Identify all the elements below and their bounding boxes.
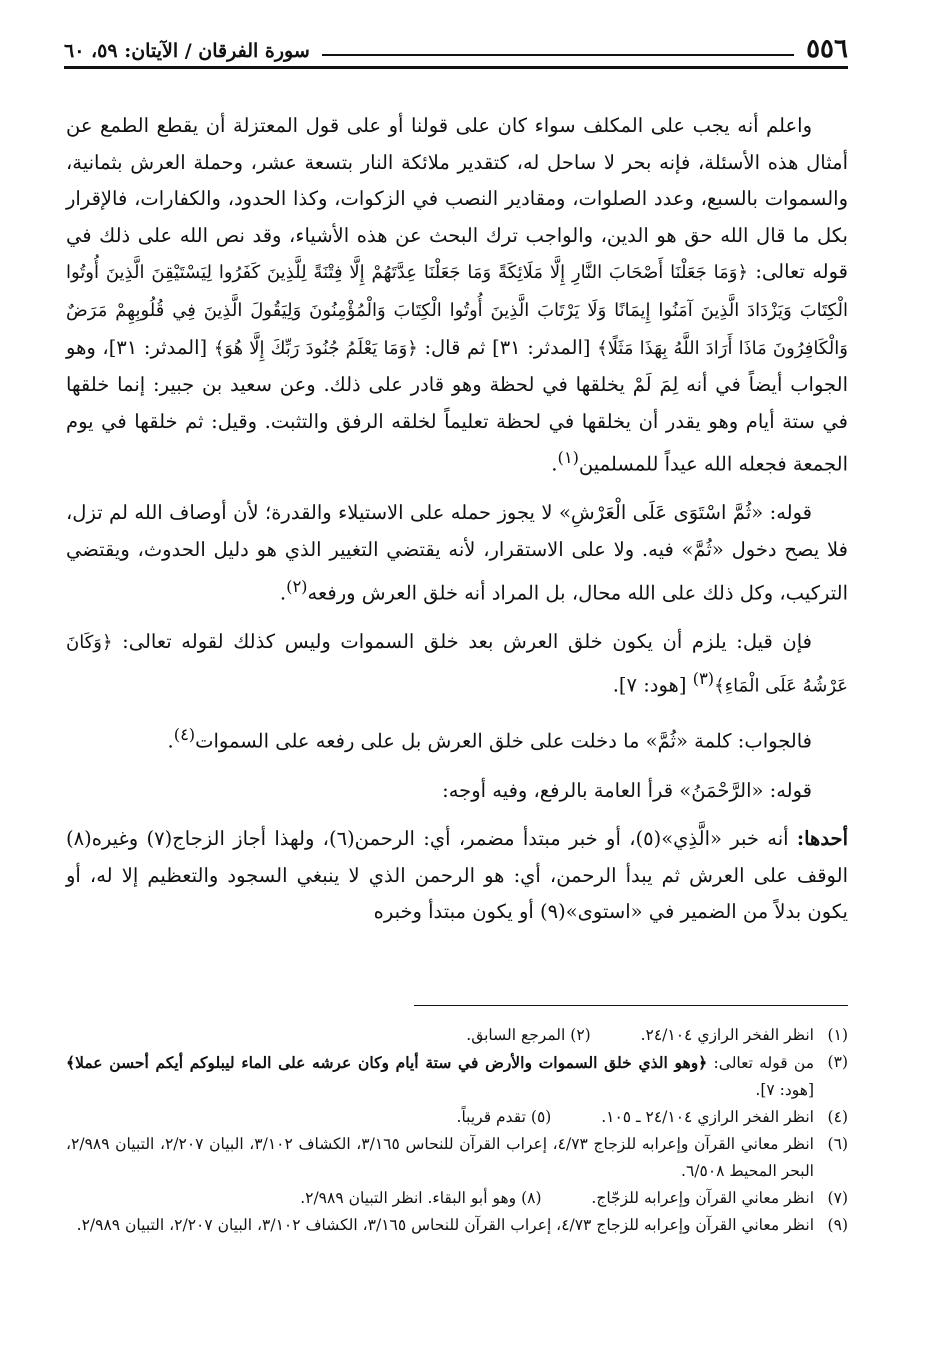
verse-citation: [هود: ٧]. — [612, 673, 687, 697]
footnote-number: (١) — [827, 1026, 848, 1044]
footnote-text: انظر الفخر الرازي ٢٤/١٠٤ ـ ١٠٥. — [601, 1108, 814, 1126]
paragraph-1-end: [المدثر: ٣١]، وهو الجواب أيضاً في أنه لِمَ لَمْ يخلقها في لحظة وهو قادر على ذلك. وعن سعيد بن جبير: إنما خلقها في ستة أيام وهو يقدر أن يخلقها في لحظة تعليماً لخلقه الرفق والتثبت. وقيل: ثم خلقها في يوم الجمعة فجعله الله عيداً للمسلمين — [66, 335, 848, 476]
footnote-number: (٥) — [530, 1108, 552, 1126]
paragraph-5-text: قوله: «الرَّحْمَنُ» قرأ العامة بالرفع، وفيه أوجه: — [442, 778, 812, 802]
footnote-text: انظر معاني القرآن وإعرابه للزجاج ٤/٧٣، إعراب القرآن للنحاس ٣/١٦٥، الكشاف ٣/١٠٢، البيان ٢/٢٠٧، التبيان ٢/٩٨٩، البحر المحيط ٦/٥٠٨. — [66, 1135, 814, 1180]
footnote-verse: ﴿وهو الذي خلق السموات والأرض في ستة أيام وكان عرشه على الماء ليبلوكم أيكم أحسن عملا﴾ — [66, 1053, 708, 1072]
footnote — [66, 1131, 848, 1185]
footnote-number: (٤) — [827, 1108, 848, 1126]
footnote-ref[interactable]: (٤) — [173, 725, 196, 745]
paragraph-1: واعلم أنه يجب على المكلف سواء كان على قولنا أو على قول المعتزلة أن يقطع الطمع عن أمثال هذه الأسئلة، فإنه بحر لا ساحل له، كتقدير ملائكة النار بتسعة عشر، وحملة العرش بثمانية، والسموات بالسبع، وعدد الصلوات، ومقادير النصب في الزكوات، وكذا الحدود، والكفارات، فالإقرار بكل ما قال الله حق هو الدين، والواجب ترك البحث عن هذه الأشياء، وقد نص الله على ذلك في قوله تعالى: ﴿وَمَا جَعَلْنَا أَصْحَابَ النَّارِ إِلَّا مَلَائِكَةً وَمَا جَعَلْنَا عِدَّتَهُمْ إِلَّا فِتْنَةً لِلَّذِينَ كَفَرُوا لِيَسْتَيْقِنَ الَّذِينَ أُوتُوا الْكِتَابَ وَيَزْدَادَ الَّذِينَ آمَنُوا إِيمَانًا وَلَا يَرْتَابَ الَّذِينَ أُوتُوا الْكِتَابَ وَالْمُؤْمِنُونَ وَلِيَقُولَ الَّذِينَ فِي قُلُوبِهِمْ مَرَضٌ وَالْكَافِرُونَ مَاذَا أَرَادَ اللَّهُ بِهَذَا مَثَلًا﴾ [المدثر: ٣١] ثم قال: ﴿وَمَا يَعْلَمُ جُنُودَ رَبِّكَ إِلَّا هُوَ﴾ [المدثر: ٣١]، وهو الجواب أيضاً في أنه لِمَ لَمْ يخلقها في لحظة وهو قادر على ذلك. وعن سعيد بن جبير: إنما خلقها في ستة أيام وهو يقدر أن يخلقها في لحظة تعليماً لخلقه الرفق والتثبت. وقيل: ثم خلقها في يوم الجمعة فجعله الله عيداً للمسلمين$^{(١)}$. — [66, 114, 848, 476]
header-rule — [322, 54, 794, 56]
footnote-number: (٢) — [570, 1026, 591, 1044]
paragraph-4: فالجواب: كلمة «ثُمَّ» ما دخلت على خلق العرش بل على رفعه على السموات$^{(٤)}$. — [167, 725, 812, 753]
footnote-text: انظر معاني القرآن وإعرابه للزجّاج. — [591, 1189, 814, 1207]
footnote-text: [هود: ٧]. — [755, 1081, 814, 1099]
footnote-number: (٦) — [827, 1135, 848, 1153]
main-text — [66, 108, 848, 931]
paragraph-2: قوله: «ثُمَّ اسْتَوَى عَلَى الْعَرْشِ» لا يجوز حمله على الاستيلاء والقدرة؛ لأن أوصاف الله لم تزل، فلا يصح دخول «ثُمَّ» فيه. ولا على الاستقرار، لأنه يقتضي التغيير الذي هو دليل الحدوث، ويقتضي التركيب، وكل ذلك على الله محال، بل المراد أنه خلق العرش ورفعه$^{(٢)}$. — [66, 501, 848, 605]
paragraph-6 — [66, 821, 848, 931]
verse-citation: [المدثر: ٣١] ثم قال: — [424, 335, 591, 359]
footnote-separator — [414, 1005, 848, 1006]
footnote — [66, 1022, 848, 1049]
page-number: ٥٥٦ — [806, 34, 848, 64]
footnote — [66, 1185, 848, 1212]
quran-verse: ﴿وَمَا جَعَلْنَا أَصْحَابَ النَّارِ إِلَّا مَلَائِكَةً وَمَا جَعَلْنَا عِدَّتَهُمْ إِلَّا فِتْنَةً لِلَّذِينَ كَفَرُوا لِيَسْتَيْقِنَ الَّذِينَ أُوتُوا الْكِتَابَ وَيَزْدَادَ الَّذِينَ آمَنُوا إِيمَانًا وَلَا يَرْتَابَ الَّذِينَ أُوتُوا الْكِتَابَ وَالْمُؤْمِنُونَ وَلِيَقُولَ الَّذِينَ فِي قُلُوبِهِمْ مَرَضٌ وَالْكَافِرُونَ مَاذَا أَرَادَ اللَّهُ بِهَذَا مَثَلًا﴾ — [66, 262, 848, 359]
footnote-text: انظر معاني القرآن وإعرابه للزجاج ٤/٧٣، إعراب القرآن للنحاس ٣/١٦٥، الكشاف ٣/١٠٢، البيان ٢/٢٠٧، التبيان ٢/٩٨٩. — [76, 1216, 814, 1234]
footnote-number: (٩) — [827, 1216, 848, 1234]
paragraph-3 — [66, 624, 848, 706]
footnotes — [66, 1022, 848, 1239]
paragraph-6-text: أنه خبر «الَّذِي»(٥)، أو خبر مبتدأ مضمر، أي: الرحمن(٦)، ولهذا أجاز الزجاج(٧) وغيره(٨) الوقف على العرش ثم يبدأ الرحمن، أي: هو الرحمن الذي لا ينبغي السجود والتعظيم إلا له، أو يكون بدلاً من الضمير في «استوى»(٩) أو يكون مبتدأ وخبره — [66, 827, 848, 924]
footnote-text: من قوله تعالى: — [713, 1054, 814, 1072]
running-title: سورة الفرقان / الآيتان: ٥٩، ٦٠ — [64, 40, 310, 62]
footnote — [66, 1104, 848, 1131]
footnote-ref[interactable]: (٢) — [286, 576, 308, 596]
footnote-number: (٧) — [827, 1189, 848, 1207]
footnote-ref[interactable]: (٣) — [692, 669, 715, 689]
footnote-text: تقدم قريباً. — [456, 1108, 526, 1126]
footnote-text: المرجع السابق. — [466, 1026, 566, 1044]
footnote-text: انظر الفخر الرازي ٢٤/١٠٤. — [640, 1026, 814, 1044]
footnote-number: (٣) — [827, 1053, 848, 1071]
footnote-text: وهو أبو البقاء. انظر التبيان ٢/٩٨٩. — [300, 1189, 517, 1207]
quran-verse: ﴿وَمَا يَعْلَمُ جُنُودَ رَبِّكَ إِلَّا هُوَ﴾ — [213, 337, 418, 359]
paragraph-3-text: فإن قيل: يلزم أن يكون خلق العرش بعد خلق السموات وليس كذلك لقوله تعالى: — [122, 629, 812, 653]
paragraph-2-text: قوله: «ثُمَّ اسْتَوَى عَلَى الْعَرْشِ» لا يجوز حمله على الاستيلاء والقدرة؛ لأن أوصاف الله لم تزل، فلا يصح دخول «ثُمَّ» فيه. ولا على الاستقرار، لأنه يقتضي التغيير الذي هو دليل الحدوث، ويقتضي التركيب، وكل ذلك على الله محال، بل المراد أنه خلق العرش ورفعه — [66, 501, 848, 605]
paragraph-1-text: واعلم أنه يجب على المكلف سواء كان على قولنا أو على قول المعتزلة أن يقطع الطمع عن أمثال هذه الأسئلة، فإنه بحر لا ساحل له، كتقدير ملائكة النار بتسعة عشر، وحملة العرش بثمانية، والسموات بالسبع، وعدد الصلوات، ومقادير النصب في الزكوات، وكذا الحدود، والكفارات، فالإقرار بكل ما قال الله حق هو الدين، والواجب ترك البحث عن هذه الأشياء، وقد نص الله على ذلك في قوله تعالى: — [66, 114, 848, 284]
quran-verse: ﴿وَكَانَ عَرْشُهُ عَلَى الْمَاءِ﴾ — [66, 631, 848, 697]
footnote — [66, 1212, 848, 1239]
footnote — [66, 1049, 848, 1104]
page-header — [64, 30, 848, 69]
footnote-number: (٨) — [521, 1189, 542, 1207]
paragraph-5 — [66, 773, 848, 810]
footnote-ref[interactable]: (١) — [557, 448, 579, 468]
paragraph-4-text: فالجواب: كلمة «ثُمَّ» ما دخلت على خلق العرش بل على رفعه على السموات — [195, 729, 812, 753]
paragraph-lead: أحدها: — [796, 827, 849, 851]
